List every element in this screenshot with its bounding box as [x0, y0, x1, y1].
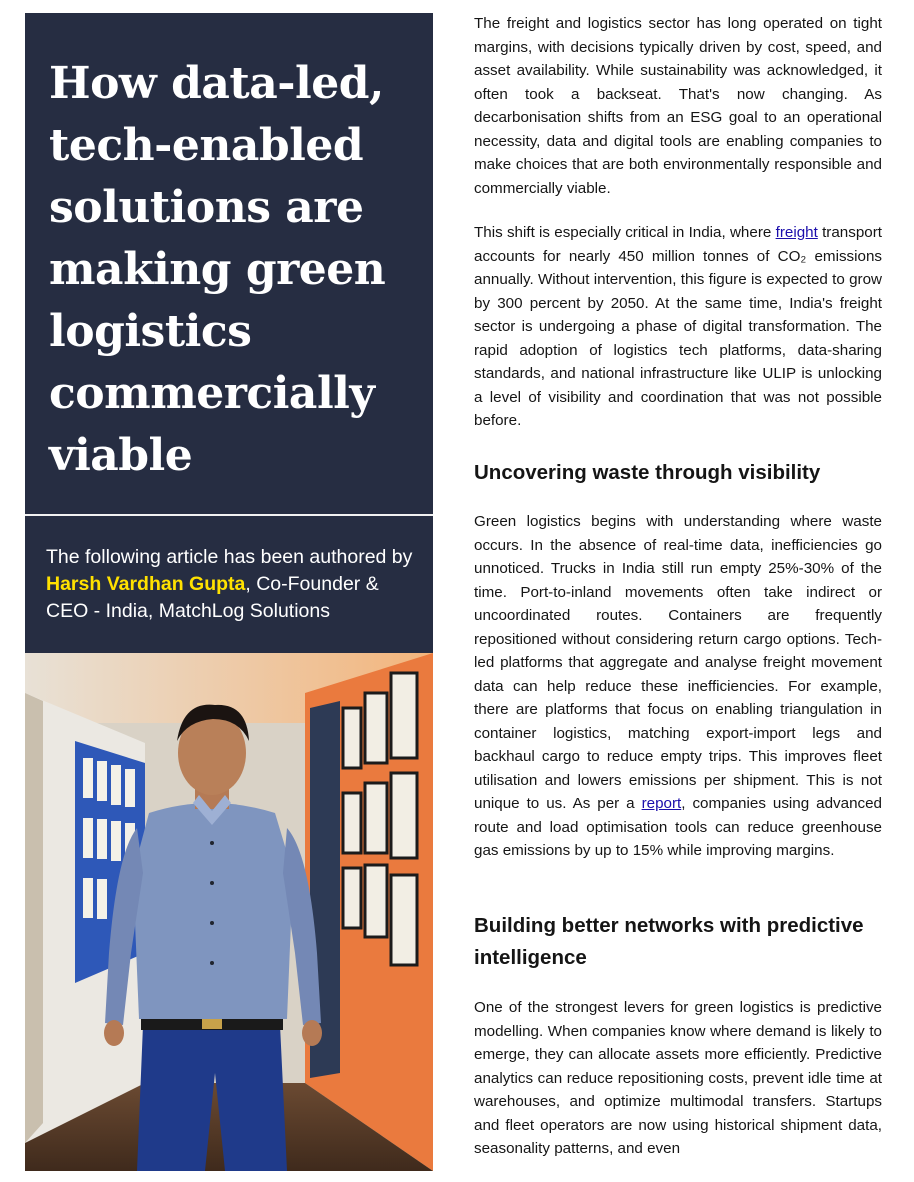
p2-text-before: This shift is especially critical in India, where: [474, 224, 776, 241]
byline-panel: [25, 516, 433, 653]
p2-text-after: transport accounts for nearly 450 million tonnes of CO₂ emissions annually. Without intervention, this figure is expected to grow by 300 percent by 2050. At the same time, India's freight sector is undergoing a phase of digital transformation. The rapid adoption of logistics tech platforms, data-sharing standards, and national infrastructure like ULIP is unlocking a level of visibility and coordination that was not possible before.: [474, 224, 882, 429]
freight-link[interactable]: freight: [775, 224, 818, 241]
byline-suffix: , Co-Founder & CEO - India, MatchLog Solutions: [46, 573, 379, 622]
left-column: [25, 13, 433, 1171]
author-byline: [46, 544, 426, 625]
paragraph-india: [474, 221, 882, 433]
p3-text-after: , companies using advanced route and load optimisation tools can reduce greenhouse gas emissions by up to 15% while improving margins.: [474, 795, 883, 859]
article-headline: How data-led, tech-enabled solutions are making green logistics commercially viable: [49, 58, 386, 481]
section-heading-predictive: Building better networks with predictive intelligence: [474, 914, 864, 969]
section-heading-visibility: Uncovering waste through visibility: [474, 461, 821, 484]
byline-prefix: The following article has been authored by: [46, 546, 413, 568]
paragraph-waste: [474, 510, 882, 863]
headline-panel: [25, 13, 433, 514]
p3-text-before: Green logistics begins with understanding where waste occurs. In the absence of real-time data, inefficiencies go unnoticed. Trucks in India still run empty 25%-30% of the time. Port-to-inland movements often take indirect or uncoordinated routes. Containers are frequently repositioned without considering return cargo options. Tech-led platforms that aggregate and analyse freight movement data can help reduce these inefficiencies. For example, there are platforms that focus on enabling triangulation in container logistics, matching export-import legs and backhaul cargo to reduce empty trips. This improves fleet utilisation and lowers emissions per shipment. This is not unique to us. As per a: [474, 513, 882, 812]
report-link[interactable]: report: [641, 795, 682, 812]
author-photo: [25, 653, 433, 1171]
author-name: Harsh Vardhan Gupta: [46, 573, 246, 595]
paragraph-intro: The freight and logistics sector has long operated on tight margins, with decisions typically driven by cost, speed, and asset availability. While sustainability was acknowledged, it often took a backseat. That's now changing. As decarbonisation shifts from an ESG goal to an operational necessity, data and digital tools are enabling companies to make choices that are both environmentally responsible and commercially viable.: [474, 15, 882, 197]
paragraph-predictive: One of the strongest levers for green logistics is predictive modelling. When companies know where demand is likely to emerge, they can allocate assets more efficiently. Predictive analytics can reduce repositioning costs, prevent idle time at warehouses, and optimize multimodal transfers. Startups and fleet operators are now using historical shipment data, seasonality patterns, and even: [474, 999, 882, 1157]
